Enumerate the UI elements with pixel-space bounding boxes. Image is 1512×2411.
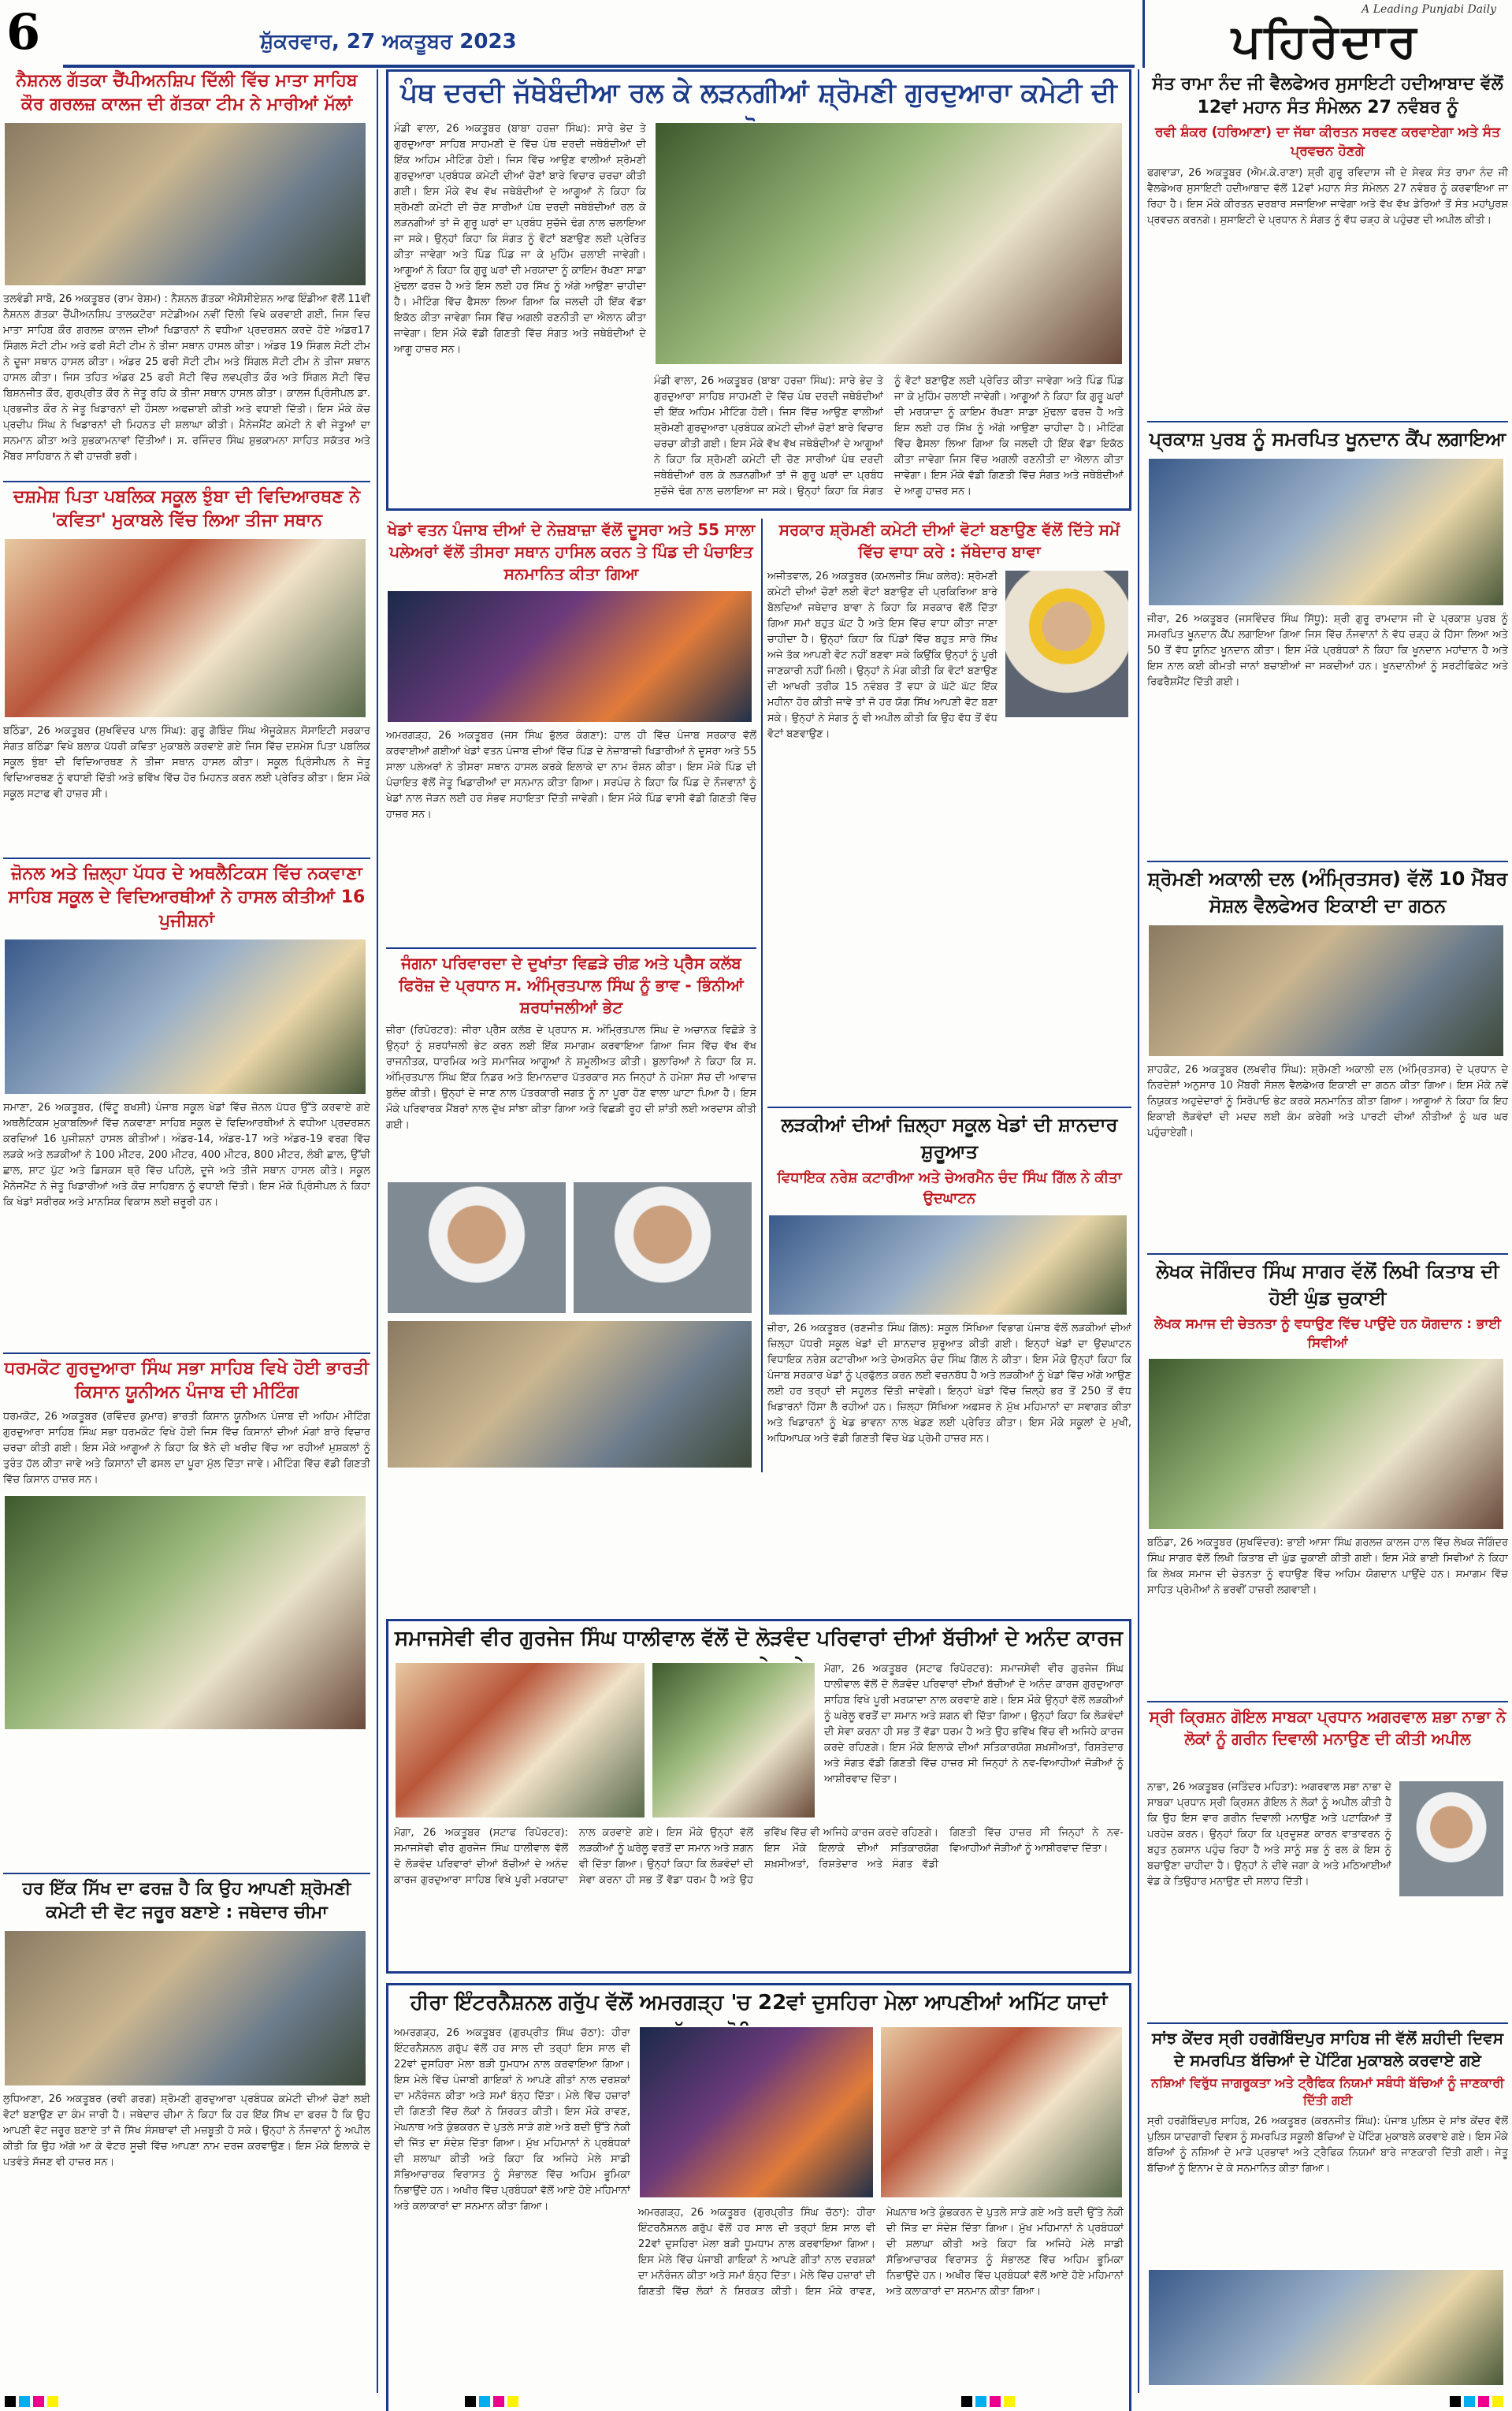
photo-tribute-2 bbox=[572, 1181, 753, 1315]
article-tribute bbox=[386, 952, 756, 1472]
article-gatka bbox=[3, 69, 370, 479]
divider bbox=[767, 1107, 1131, 1108]
photo-tribute-gathering bbox=[386, 1319, 753, 1469]
article-green-diwali bbox=[1147, 1706, 1508, 2021]
article-akali-unit bbox=[1147, 865, 1508, 1252]
divider bbox=[1147, 861, 1508, 862]
headline: ਸਾਂਝ ਕੇਂਦਰ ਸ੍ਰੀ ਹਰਗੋਬਿੰਦਪੁਰ ਸਾਹਿਬ ਜੀ ਵੱਲੋਂ ਸ਼ਹੀਦੀ ਦਿਵਸ ਦੇ ਸਮਰਪਿਤ ਬੱਚਿਆਂ ਦੇ ਪੇਂਟਿੰਗ ਮੁਕਾਬਲੇ ਕਰਵਾਏ ਗਏ bbox=[1151, 2029, 1504, 2070]
column-rule bbox=[761, 519, 763, 1472]
column-rule bbox=[1138, 69, 1139, 2393]
article-body: ਬਠਿੰਡਾ, 26 ਅਕਤੂਬਰ (ਸੁਖਵਿੰਦਰ ਪਾਲ ਸਿੰਘ): ਗੁਰੂ ਗੋਬਿੰਦ ਸਿੰਘ ਐਜੂਕੇਸ਼ਨ ਸੋਸਾਇਟੀ ਸਰਕਾਰ ਸੰਗਤ ਬਠਿੰਡਾ ਵਿਖੇ ਬਲਾਕ ਪੱਧਰੀ ਕਵਿਤਾ ਮੁਕਾਬਲੇ ਕਰਵਾਏ ਗਏ ਜਿਸ ਵਿੱਚ ਦਸ਼ਮੇਸ਼ ਪਿਤਾ ਪਬਲਿਕ ਸਕੂਲ ਝੁੰਬਾ ਦੀ ਵਿਦਿਆਰਥਣ ਨੇ ਤੀਜਾ ਸਥਾਨ ਹਾਸਲ ਕੀਤਾ। ਸਕੂਲ ਪ੍ਰਿੰਸੀਪਲ ਨੇ ਜੇਤੂ ਵਿਦਿਆਰਥਣ ਨੂੰ ਵਧਾਈ ਦਿੱਤੀ ਅਤੇ ਭਵਿੱਖ ਵਿੱਚ ਹੋਰ ਮਿਹਨਤ ਕਰਨ ਲਈ ਪ੍ਰੇਰਿਤ ਕੀਤਾ। ਇਸ ਮੌਕੇ ਸਕੂਲ ਸਟਾਫ ਵੀ ਹਾਜ਼ਰ ਸੀ। bbox=[3, 725, 370, 800]
article-body: ਬਠਿੰਡਾ, 26 ਅਕਤੂਬਰ (ਸੁਖਵਿੰਦਰ): ਭਾਈ ਆਸਾ ਸਿੰਘ ਗਰਲਜ਼ ਕਾਲਜ ਹਾਲ ਵਿੱਚ ਲੇਖਕ ਜੋਗਿੰਦਰ ਸਿੰਘ ਸਾਗਰ ਵੱਲੋਂ ਲਿਖੀ ਕਿਤਾਬ ਦੀ ਘੁੰਡ ਚੁਕਾਈ ਕੀਤੀ ਗਈ। ਇਸ ਮੌਕੇ ਭਾਈ ਸਿਵੀਆਂ ਨੇ ਕਿਹਾ ਕਿ ਲੇਖਕ ਸਮਾਜ ਦੀ ਚੇਤਨਤਾ ਨੂੰ ਵਧਾਉਣ ਵਿੱਚ ਅਹਿਮ ਯੋਗਦਾਨ ਪਾਉਂਦੇ ਹਨ। ਸਮਾਗਮ ਵਿੱਚ ਸਾਹਿਤ ਪ੍ਰੇਮੀਆਂ ਨੇ ਭਰਵੀਂ ਹਾਜ਼ਰੀ ਲਗਵਾਈ। bbox=[1147, 1537, 1508, 1596]
subheadline: ਲੇਖਕ ਸਮਾਜ ਦੀ ਚੇਤਨਤਾ ਨੂੰ ਵਧਾਉਣ ਵਿੱਚ ਪਾਉਂਦੇ ਹਨ ਯੋਗਦਾਨ : ਭਾਈ ਸਿਵੀਆਂ bbox=[1154, 1316, 1502, 1351]
registration-mark bbox=[990, 2396, 1001, 2407]
headline: ਸਰਕਾਰ ਸ਼੍ਰੋਮਣੀ ਕਮੇਟੀ ਦੀਆਂ ਵੋਟਾਂ ਬਣਾਉਣ ਵੱਲੋਂ ਦਿੱਤੇ ਸਮੇਂ ਵਿੱਚ ਵਾਧਾ ਕਰੇ : ਜੱਥੇਦਾਰ ਬਾਵਾ bbox=[778, 520, 1120, 561]
registration-mark bbox=[465, 2396, 476, 2407]
headline: ਹਰ ਇੱਕ ਸਿੱਖ ਦਾ ਫਰਜ਼ ਹੈ ਕਿ ਉਹ ਆਪਣੀ ਸ਼੍ਰੋਮਣੀ ਕਮੇਟੀ ਦੀ ਵੋਟ ਜਰੂਰ ਬਣਾਏ : ਜਥੇਦਾਰ ਚੀਮਾ bbox=[22, 1879, 351, 1922]
photo-gatka-team bbox=[3, 121, 367, 287]
article-dussehra-mela bbox=[394, 1988, 1124, 2411]
headline: ਹੀਰਾ ਇੰਟਰਨੈਸ਼ਨਲ ਗਰੁੱਪ ਵੱਲੋਂ ਅਮਰਗੜ੍ਹ 'ਚ 22ਵਾਂ ਦੁਸਹਿਰਾ ਮੇਲਾ ਆਪਣੀਆਂ ਅਮਿੱਟ ਯਾਦਾਂ bbox=[410, 1991, 1108, 2015]
divider bbox=[3, 1352, 370, 1354]
photo-wedding-1 bbox=[394, 1661, 646, 1819]
divider bbox=[3, 858, 370, 859]
photo-school-games bbox=[767, 1214, 1128, 1316]
masthead-title: ਪਹਿਰੇਦਾਰ bbox=[1232, 14, 1420, 68]
registration-mark bbox=[493, 2396, 504, 2407]
article-painting-contest bbox=[1147, 2027, 1508, 2411]
divider bbox=[1147, 1253, 1508, 1255]
article-anand-karaj bbox=[394, 1624, 1124, 1969]
header-rule bbox=[63, 65, 1135, 68]
article-sports-honour bbox=[386, 519, 756, 944]
article-body: ਧਰਮਕੋਟ, 26 ਅਕਤੂਬਰ (ਰਵਿੰਦਰ ਕੁਮਾਰ) ਭਾਰਤੀ ਕਿਸਾਨ ਯੂਨੀਅਨ ਪੰਜਾਬ ਦੀ ਅਹਿਮ ਮੀਟਿੰਗ ਗੁਰਦੁਆਰਾ ਸਾਹਿਬ ਸਿੰਘ ਸਭਾ ਧਰਮਕੋਟ ਵਿਖੇ ਹੋਈ ਜਿਸ ਵਿੱਚ ਕਿਸਾਨਾਂ ਦੀਆਂ ਮੰਗਾਂ ਬਾਰੇ ਵਿਚਾਰ ਚਰਚਾ ਕੀਤੀ ਗਈ। ਇਸ ਮੌਕੇ ਆਗੂਆਂ ਨੇ ਕਿਹਾ ਕਿ ਝੋਨੇ ਦੀ ਖਰੀਦ ਵਿੱਚ ਆ ਰਹੀਆਂ ਮੁਸ਼ਕਲਾਂ ਨੂੰ ਤੁਰੰਤ ਹੱਲ ਕੀਤਾ ਜਾਵੇ ਅਤੇ ਕਿਸਾਨਾਂ ਦੀ ਫਸਲ ਦਾ ਪੂਰਾ ਮੁੱਲ ਦਿੱਤਾ ਜਾਵੇ। ਮੀਟਿੰਗ ਵਿੱਚ ਵੱਡੀ ਗਿਣਤੀ ਵਿੱਚ ਕਿਸਾਨ ਹਾਜ਼ਰ ਸਨ। bbox=[3, 1411, 370, 1486]
divider bbox=[1147, 1701, 1508, 1702]
headline: ਸ਼੍ਰੋਮਣੀ ਅਕਾਲੀ ਦਲ (ਅੰਮ੍ਰਿਤਸਰ) ਵੱਲੋਂ 10 ਮੈਂਬਰ ਸੋਸ਼ਲ ਵੈਲਫੇਅਰ ਇਕਾਈ ਦਾ ਗਠਨ bbox=[1147, 868, 1508, 917]
photo-wedding-2 bbox=[651, 1661, 816, 1819]
registration-mark bbox=[479, 2396, 490, 2407]
subheadline: ਨਸ਼ਿਆਂ ਵਿਰੁੱਧ ਜਾਗਰੂਕਤਾ ਅਤੇ ਟ੍ਰੈਫਿਕ ਨਿਯਮਾਂ ਸਬੰਧੀ ਬੱਚਿਆਂ ਨੂੰ ਜਾਣਕਾਰੀ ਦਿੱਤੀ ਗਈ bbox=[1151, 2075, 1504, 2108]
registration-mark bbox=[1464, 2396, 1475, 2407]
photo-mela-stage bbox=[638, 2026, 875, 2199]
photo-akali-unit bbox=[1147, 924, 1505, 1058]
article-girls-school-games bbox=[767, 1111, 1131, 1616]
article-body: ਫਗਵਾੜਾ, 26 ਅਕਤੂਬਰ (ਐਮ.ਕੇ.ਰਾਣਾ) ਸ਼੍ਰੀ ਗੁਰੂ ਰਵਿਦਾਸ ਜੀ ਦੇ ਸੇਵਕ ਸੰਤ ਰਾਮਾ ਨੰਦ ਜੀ ਵੈਲਫੇਅਰ ਸੁਸਾਇਟੀ ਹਦੀਆਬਾਦ ਵੱਲੋਂ 12ਵਾਂ ਮਹਾਨ ਸੰਤ ਸੰਮੇਲਨ 27 ਨਵੰਬਰ ਨੂੰ ਕਰਵਾਇਆ ਜਾ ਰਿਹਾ ਹੈ। ਇਸ ਮੌਕੇ ਕੀਰਤਨ ਦਰਬਾਰ ਸਜਾਇਆ ਜਾਵੇਗਾ ਅਤੇ ਵੱਖ ਵੱਖ ਡੇਰਿਆਂ ਤੋਂ ਸੰਤ ਮਹਾਂਪੁਰਸ਼ ਪ੍ਰਵਚਨ ਕਰਨਗੇ। ਸੁਸਾਇਟੀ ਦੇ ਪ੍ਰਧਾਨ ਨੇ ਸੰਗਤ ਨੂੰ ਵੱਧ ਚੜ੍ਹ ਕੇ ਪਹੁੰਚਣ ਦੀ ਅਪੀਲ ਕੀਤੀ। bbox=[1147, 167, 1508, 226]
registration-mark bbox=[1478, 2396, 1489, 2407]
headline: ਸਮਾਜਸੇਵੀ ਵੀਰ ਗੁਰਜੇਜ ਸਿੰਘ ਧਾਲੀਵਾਲ ਵੱਲੋਂ ਦੋ ਲੋੜਵੰਦ ਪਰਿਵਾਰਾਂ ਦੀਆਂ ਬੱਚੀਆਂ ਦੇ ਅਨੰਦ ਕਾਰਜ bbox=[394, 1627, 1124, 1650]
registration-mark bbox=[19, 2396, 30, 2407]
headline: ਪ੍ਰਕਾਸ਼ ਪੁਰਬ ਨੂੰ ਸਮਰਪਿਤ ਖੂਨਦਾਨ ਕੈਂਪ ਲਗਾਇਆ bbox=[1149, 428, 1506, 450]
lead-body: ਮੰਡੀ ਵਾਲਾ, 26 ਅਕਤੂਬਰ (ਬਾਬਾ ਹਰਜ਼ਾ ਸਿੰਘ): ਸਾਰੇ ਭੇਦ ਤੇ ਗੁਰਦੁਆਰਾ ਸਾਹਿਬ ਸਾਹਮਣੀ ਦੇ ਵਿੱਚ ਪੰਥ ਦਰਦੀ ਜਥੇਬੰਦੀਆਂ ਦੀ ਇੱਕ ਅਹਿਮ ਮੀਟਿੰਗ ਹੋਈ। ਜਿਸ ਵਿੱਚ ਆਉਣ ਵਾਲੀਆਂ ਸ਼੍ਰੋਮਣੀ ਗੁਰਦੁਆਰਾ ਪ੍ਰਬੰਧਕ ਕਮੇਟੀ ਦੀਆਂ ਚੋਣਾਂ ਬਾਰੇ ਵਿਚਾਰ ਚਰਚਾ ਕੀਤੀ ਗਈ। ਇਸ ਮੌਕੇ ਵੱਖ ਵੱਖ ਜਥੇਬੰਦੀਆਂ ਦੇ ਆਗੂਆਂ ਨੇ ਕਿਹਾ ਕਿ ਸ਼੍ਰੋਮਣੀ ਕਮੇਟੀ ਦੀ ਚੋਣ ਸਾਰੀਆਂ ਪੰਥ ਦਰਦੀ ਜਥੇਬੰਦੀਆਂ ਰਲ ਕੇ ਲੜਨਗੀਆਂ ਤਾਂ ਜੋ ਗੁਰੂ ਘਰਾਂ ਦਾ ਪ੍ਰਬੰਧ ਸੁਚੱਜੇ ਢੰਗ ਨਾਲ ਚਲਾਇਆ ਜਾ ਸਕੇ। ਉਨ੍ਹਾਂ ਕਿਹਾ ਕਿ ਸੰਗਤ ਨੂੰ ਵੋਟਾਂ ਬਣਾਉਣ ਲਈ ਪ੍ਰੇਰਿਤ ਕੀਤਾ ਜਾਵੇਗਾ ਅਤੇ ਪਿੰਡ ਪਿੰਡ ਜਾ ਕੇ ਮੁਹਿੰਮ ਚਲਾਈ ਜਾਵੇਗੀ। ਆਗੂਆਂ ਨੇ ਕਿਹਾ ਕਿ ਗੁਰੂ ਘਰਾਂ ਦੀ ਮਰਯਾਦਾ ਨੂੰ ਕਾਇਮ ਰੱਖਣਾ ਸਾਡਾ ਮੁੱਢਲਾ ਫਰਜ਼ ਹੈ ਅਤੇ ਇਸ ਲਈ ਹਰ ਸਿੱਖ ਨੂੰ ਅੱਗੇ ਆਉਣਾ ਚਾਹੀਦਾ ਹੈ। ਮੀਟਿੰਗ ਵਿੱਚ ਫੈਸਲਾ ਲਿਆ ਗਿਆ ਕਿ ਜਲਦੀ ਹੀ ਇੱਕ ਵੱਡਾ ਇਕੱਠ ਕੀਤਾ ਜਾਵੇਗਾ ਜਿਸ ਵਿੱਚ ਅਗਲੀ ਰਣਨੀਤੀ ਦਾ ਐਲਾਨ ਕੀਤਾ ਜਾਵੇਗਾ। ਇਸ ਮੌਕੇ ਵੱਡੀ ਗਿਣਤੀ ਵਿੱਚ ਸੰਗਤ ਅਤੇ ਜਥੇਬੰਦੀਆਂ ਦੇ ਆਗੂ ਹਾਜ਼ਰ ਸਨ। bbox=[394, 123, 646, 355]
photo-students-award bbox=[3, 538, 367, 719]
issue-date: ਸ਼ੁੱਕਰਵਾਰ, 27 ਅਕਤੂਬਰ 2023 bbox=[260, 30, 517, 54]
article-body: ਸ੍ਰੀ ਹਰਗੋਬਿੰਦਪੁਰ ਸਾਹਿਬ, 26 ਅਕਤੂਬਰ (ਕਰਨਜੀਤ ਸਿੰਘ): ਪੰਜਾਬ ਪੁਲਿਸ ਦੇ ਸਾਂਝ ਕੇਂਦਰ ਵੱਲੋਂ ਪੁਲਿਸ ਯਾਦਗਾਰੀ ਦਿਵਸ ਨੂੰ ਸਮਰਪਿਤ ਸਕੂਲੀ ਬੱਚਿਆਂ ਦੇ ਪੇਂਟਿੰਗ ਮੁਕਾਬਲੇ ਕਰਵਾਏ ਗਏ। ਇਸ ਮੌਕੇ ਬੱਚਿਆਂ ਨੂੰ ਨਸ਼ਿਆਂ ਦੇ ਮਾੜੇ ਪ੍ਰਭਾਵਾਂ ਅਤੇ ਟ੍ਰੈਫਿਕ ਨਿਯਮਾਂ ਬਾਰੇ ਜਾਣਕਾਰੀ ਦਿੱਤੀ ਗਈ। ਜੇਤੂ ਬੱਚਿਆਂ ਨੂੰ ਇਨਾਮ ਦੇ ਕੇ ਸਨਮਾਨਿਤ ਕੀਤਾ ਗਿਆ। bbox=[1147, 2115, 1508, 2175]
registration-mark bbox=[961, 2396, 972, 2407]
subheadline: ਵਿਧਾਇਕ ਨਰੇਸ਼ ਕਟਾਰੀਆ ਅਤੇ ਚੇਅਰਮੈਨ ਚੰਦ ਸਿੰਘ ਗਿੱਲ ਨੇ ਕੀਤਾ ਉਦਘਾਟਨ bbox=[777, 1170, 1122, 1207]
registration-mark bbox=[507, 2396, 518, 2407]
photo-krishan-goyal bbox=[1398, 1780, 1505, 1898]
article-athletics bbox=[3, 862, 370, 1351]
article-body: ਨਾਭਾ, 26 ਅਕਤੂਬਰ (ਜਤਿੰਦਰ ਮਹਿਤਾ): ਅਗਰਵਾਲ ਸਭਾ ਨਾਭਾ ਦੇ ਸਾਬਕਾ ਪ੍ਰਧਾਨ ਸ੍ਰੀ ਕ੍ਰਿਸ਼ਨ ਗੋਇਲ ਨੇ ਲੋਕਾਂ ਨੂੰ ਅਪੀਲ ਕੀਤੀ ਹੈ ਕਿ ਉਹ ਇਸ ਵਾਰ ਗਰੀਨ ਦਿਵਾਲੀ ਮਨਾਉਣ ਅਤੇ ਪਟਾਕਿਆਂ ਤੋਂ ਪਰਹੇਜ਼ ਕਰਨ। ਉਨ੍ਹਾਂ ਕਿਹਾ ਕਿ ਪ੍ਰਦੂਸ਼ਣ ਕਾਰਨ ਵਾਤਾਵਰਨ ਨੂੰ ਬਹੁਤ ਨੁਕਸਾਨ ਪਹੁੰਚ ਰਿਹਾ ਹੈ ਅਤੇ ਸਾਨੂੰ ਸਭ ਨੂੰ ਰਲ ਕੇ ਇਸ ਨੂੰ ਬਚਾਉਣਾ ਚਾਹੀਦਾ ਹੈ। ਉਨ੍ਹਾਂ ਨੇ ਦੀਵੇ ਜਗਾ ਕੇ ਅਤੇ ਮਠਿਆਈਆਂ ਵੰਡ ਕੇ ਤਿਉਹਾਰ ਮਨਾਉਣ ਦੀ ਸਲਾਹ ਦਿੱਤੀ। bbox=[1147, 1781, 1391, 1888]
footer-bar bbox=[0, 2394, 1512, 2411]
photo-athletes bbox=[3, 938, 367, 1096]
article-body: ਜ਼ੀਰਾ (ਰਿਪੋਰਟਰ): ਜੀਰਾ ਪ੍ਰੈਸ ਕਲੱਬ ਦੇ ਪ੍ਰਧਾਨ ਸ. ਅੰਮ੍ਰਿਤਪਾਲ ਸਿੰਘ ਦੇ ਅਚਾਨਕ ਵਿਛੋੜੇ ਤੇ ਉਨ੍ਹਾਂ ਨੂੰ ਸ਼ਰਧਾਂਜਲੀ ਭੇਟ ਕਰਨ ਲਈ ਇੱਕ ਸਮਾਗਮ ਕਰਵਾਇਆ ਗਿਆ ਜਿਸ ਵਿੱਚ ਵੱਖ ਵੱਖ ਰਾਜਨੀਤਕ, ਧਾਰਮਿਕ ਅਤੇ ਸਮਾਜਿਕ ਆਗੂਆਂ ਨੇ ਸ਼ਮੂਲੀਅਤ ਕੀਤੀ। ਬੁਲਾਰਿਆਂ ਨੇ ਕਿਹਾ ਕਿ ਸ. ਅੰਮ੍ਰਿਤਪਾਲ ਸਿੰਘ ਇੱਕ ਨਿਡਰ ਅਤੇ ਇਮਾਨਦਾਰ ਪੱਤਰਕਾਰ ਸਨ ਜਿਨ੍ਹਾਂ ਨੇ ਹਮੇਸ਼ਾ ਸੱਚ ਦੀ ਆਵਾਜ਼ ਬੁਲੰਦ ਕੀਤੀ। ਉਨ੍ਹਾਂ ਦੇ ਜਾਣ ਨਾਲ ਪੱਤਰਕਾਰੀ ਜਗਤ ਨੂੰ ਨਾ ਪੂਰਾ ਹੋਣ ਵਾਲਾ ਘਾਟਾ ਪਿਆ ਹੈ। ਇਸ ਮੌਕੇ ਪਰਿਵਾਰਕ ਮੈਂਬਰਾਂ ਨਾਲ ਦੁੱਖ ਸਾਂਝਾ ਕੀਤਾ ਗਿਆ ਅਤੇ ਵਿਛੜੀ ਰੂਹ ਦੀ ਸ਼ਾਂਤੀ ਲਈ ਅਰਦਾਸ ਕੀਤੀ ਗਈ। bbox=[386, 1025, 756, 1131]
article-body: ਅਮਰਗੜ੍ਹ, 26 ਅਕਤੂਬਰ (ਜਸ ਸਿੰਘ ਭੁੱਲਰ ਕੰਗਣਾ): ਹਾਲ ਹੀ ਵਿੱਚ ਪੰਜਾਬ ਸਰਕਾਰ ਵੱਲੋਂ ਕਰਵਾਈਆਂ ਗਈਆਂ ਖੇਡਾਂ ਵਤਨ ਪੰਜਾਬ ਦੀਆਂ ਵਿੱਚ ਪਿੰਡ ਦੇ ਨੇਜ਼ਾਬਾਜ਼ੀ ਖਿਡਾਰੀਆਂ ਨੇ ਦੂਸਰਾ ਅਤੇ 55 ਸਾਲਾ ਪਲੇਅਰਾਂ ਨੇ ਤੀਸਰਾ ਸਥਾਨ ਹਾਸਲ ਕਰਕੇ ਇਲਾਕੇ ਦਾ ਨਾਮ ਰੌਸ਼ਨ ਕੀਤਾ। ਇਸ ਮੌਕੇ ਪਿੰਡ ਦੀ ਪੰਚਾਇਤ ਵੱਲੋਂ ਜੇਤੂ ਖਿਡਾਰੀਆਂ ਦਾ ਸਨਮਾਨ ਕੀਤਾ ਗਿਆ। ਸਰਪੰਚ ਨੇ ਕਿਹਾ ਕਿ ਪਿੰਡ ਦੇ ਨੌਜਵਾਨਾਂ ਨੂੰ ਖੇਡਾਂ ਨਾਲ ਜੋੜਨ ਲਈ ਹਰ ਸੰਭਵ ਸਹਾਇਤਾ ਦਿੱਤੀ ਜਾਵੇਗੀ। ਇਸ ਮੌਕੇ ਪਿੰਡ ਵਾਸੀ ਵੱਡੀ ਗਿਣਤੀ ਵਿੱਚ ਹਾਜ਼ਰ ਸਨ। bbox=[386, 730, 756, 820]
article-body-cont: ਮੋਗਾ, 26 ਅਕਤੂਬਰ (ਸਟਾਫ ਰਿਪੋਰਟਰ): ਸਮਾਜਸੇਵੀ ਵੀਰ ਗੁਰਜੇਜ ਸਿੰਘ ਧਾਲੀਵਾਲ ਵੱਲੋਂ ਦੋ ਲੋੜਵੰਦ ਪਰਿਵਾਰਾਂ ਦੀਆਂ ਬੱਚੀਆਂ ਦੇ ਅਨੰਦ ਕਾਰਜ ਗੁਰਦੁਆਰਾ ਸਾਹਿਬ ਵਿਖੇ ਪੂਰੀ ਮਰਯਾਦਾ ਨਾਲ ਕਰਵਾਏ ਗਏ। ਇਸ ਮੌਕੇ ਉਨ੍ਹਾਂ ਵੱਲੋਂ ਲੜਕੀਆਂ ਨੂੰ ਘਰੇਲੂ ਵਰਤੋਂ ਦਾ ਸਮਾਨ ਅਤੇ ਸ਼ਗਨ ਵੀ ਦਿੱਤਾ ਗਿਆ। ਉਨ੍ਹਾਂ ਕਿਹਾ ਕਿ ਲੋੜਵੰਦਾਂ ਦੀ ਸੇਵਾ ਕਰਨਾ ਹੀ ਸਭ ਤੋਂ ਵੱਡਾ ਧਰਮ ਹੈ ਅਤੇ ਉਹ ਭਵਿੱਖ ਵਿੱਚ ਵੀ ਅਜਿਹੇ ਕਾਰਜ ਕਰਦੇ ਰਹਿਣਗੇ। ਇਸ ਮੌਕੇ ਇਲਾਕੇ ਦੀਆਂ ਸਤਿਕਾਰਯੋਗ ਸ਼ਖ਼ਸੀਅਤਾਂ, ਰਿਸ਼ਤੇਦਾਰ ਅਤੇ ਸੰਗਤ ਵੱਡੀ ਗਿਣਤੀ ਵਿੱਚ ਹਾਜ਼ਰ ਸੀ ਜਿਨ੍ਹਾਂ ਨੇ ਨਵ-ਵਿਆਹੀਆਂ ਜੋੜੀਆਂ ਨੂੰ ਆਸ਼ੀਰਵਾਦ ਦਿੱਤਾ। bbox=[394, 1827, 1124, 1886]
masthead-tagline: A Leading Punjabi Daily bbox=[1362, 3, 1496, 16]
masthead bbox=[1142, 0, 1512, 68]
photo-mela-singer bbox=[879, 2026, 1124, 2199]
headline: ਜੰਗਨਾ ਪਰਿਵਾਰਦਾ ਦੇ ਦੁਖਾਂਤਾ ਵਿਛੜੇ ਚੀਫ਼ ਅਤੇ ਪ੍ਰੈਸ ਕਲੱਬ ਫਿਰੋਜ਼ ਦੇ ਪ੍ਰਧਾਨ ਸ. ਅੰਮ੍ਰਿਤਪਾਲ ਸਿੰਘ ਨੂੰ ਭਾਵ - ਭਿੰਨੀਆਂ ਸ਼ਰਧਾਂਜਲੀਆਂ ਭੇਟ bbox=[399, 954, 744, 1017]
photo-lead-meeting bbox=[654, 121, 1124, 366]
article-sant-sammelan bbox=[1147, 73, 1508, 419]
headline: ਲੜਕੀਆਂ ਦੀਆਂ ਜ਼ਿਲ੍ਹਾ ਸਕੂਲ ਖੇਡਾਂ ਦੀ ਸ਼ਾਨਦਾਰ ਸ਼ੁਰੂਆਤ bbox=[781, 1114, 1118, 1163]
registration-mark bbox=[47, 2396, 58, 2407]
registration-mark bbox=[1450, 2396, 1461, 2407]
headline: ਖੇਡਾਂ ਵਤਨ ਪੰਜਾਬ ਦੀਆਂ ਦੇ ਨੇਜ਼ਬਾਜ਼ਾ ਵੱਲੋਂ ਦੂਸਰਾ ਅਤੇ 55 ਸਾਲਾ ਪਲੇਅਰਾਂ ਵੱਲੋਂ ਤੀਸਰਾ ਸਥਾਨ ਹਾਸਿਲ ਕਰਨ ਤੇ ਪਿੰਡ ਦੀ ਪੰਚਾਇਤ ਸਨਮਾਨਿਤ ਕੀਤਾ ਗਿਆ bbox=[387, 520, 756, 583]
article-body: ਅਮਰਗੜ੍ਹ, 26 ਅਕਤੂਬਰ (ਗੁਰਪ੍ਰੀਤ ਸਿੰਘ ਚੱਠਾ): ਹੀਰਾ ਇੰਟਰਨੈਸ਼ਨਲ ਗਰੁੱਪ ਵੱਲੋਂ ਹਰ ਸਾਲ ਦੀ ਤਰ੍ਹਾਂ ਇਸ ਸਾਲ ਵੀ 22ਵਾਂ ਦੁਸਹਿਰਾ ਮੇਲਾ ਬੜੀ ਧੂਮਧਾਮ ਨਾਲ ਕਰਵਾਇਆ ਗਿਆ। ਇਸ ਮੇਲੇ ਵਿੱਚ ਪੰਜਾਬੀ ਗਾਇਕਾਂ ਨੇ ਆਪਣੇ ਗੀਤਾਂ ਨਾਲ ਦਰਸ਼ਕਾਂ ਦਾ ਮਨੋਰੰਜਨ ਕੀਤਾ ਅਤੇ ਸਮਾਂ ਬੰਨ੍ਹ ਦਿੱਤਾ। ਮੇਲੇ ਵਿੱਚ ਹਜ਼ਾਰਾਂ ਦੀ ਗਿਣਤੀ ਵਿੱਚ ਲੋਕਾਂ ਨੇ ਸ਼ਿਰਕਤ ਕੀਤੀ। ਇਸ ਮੌਕੇ ਰਾਵਣ, ਮੇਘਨਾਥ ਅਤੇ ਕੁੰਭਕਰਨ ਦੇ ਪੁਤਲੇ ਸਾੜੇ ਗਏ ਅਤੇ ਬਦੀ ਉੱਤੇ ਨੇਕੀ ਦੀ ਜਿੱਤ ਦਾ ਸੰਦੇਸ਼ ਦਿੱਤਾ ਗਿਆ। ਮੁੱਖ ਮਹਿਮਾਨਾਂ ਨੇ ਪ੍ਰਬੰਧਕਾਂ ਦੀ ਸ਼ਲਾਘਾ ਕੀਤੀ ਅਤੇ ਕਿਹਾ ਕਿ ਅਜਿਹੇ ਮੇਲੇ ਸਾਡੀ ਸੱਭਿਆਚਾਰਕ ਵਿਰਾਸਤ ਨੂੰ ਸੰਭਾਲਣ ਵਿੱਚ ਅਹਿਮ ਭੂਮਿਕਾ ਨਿਭਾਉਂਦੇ ਹਨ। ਅਖੀਰ ਵਿੱਚ ਪ੍ਰਬੰਧਕਾਂ ਵੱਲੋਂ ਆਏ ਹੋਏ ਮਹਿਮਾਨਾਂ ਅਤੇ ਕਲਾਕਾਰਾਂ ਦਾ ਸਨਮਾਨ ਕੀਤਾ ਗਿਆ। bbox=[394, 2027, 630, 2212]
subheadline: ਰਵੀ ਸ਼ੰਕਰ (ਹਰਿਆਣਾ) ਦਾ ਜੱਥਾ ਕੀਰਤਨ ਸਰਵਣ ਕਰਵਾਏਗਾ ਅਤੇ ਸੰਤ ਪ੍ਰਵਚਨ ਹੋਣਗੇ bbox=[1155, 125, 1500, 159]
registration-mark bbox=[5, 2396, 16, 2407]
divider bbox=[1147, 2022, 1508, 2024]
article-book-release bbox=[1147, 1258, 1508, 1699]
headline: ਧਰਮਕੋਟ ਗੁਰਦੁਆਰਾ ਸਿੰਘ ਸਭਾ ਸਾਹਿਬ ਵਿਖੇ ਹੋਈ ਭਾਰਤੀ ਕਿਸਾਨ ਯੂਨੀਅਨ ਪੰਜਾਬ ਦੀ ਮੀਟਿੰਗ bbox=[4, 1359, 370, 1402]
divider bbox=[386, 947, 756, 949]
photo-farmers bbox=[3, 1494, 367, 1731]
article-body: ਸਮਾਣਾ, 26 ਅਕਤੂਬਰ, (ਵਿੰਟੂ ਬਖਸ਼ੀ) ਪੰਜਾਬ ਸਕੂਲ ਖੇਡਾਂ ਵਿੱਚ ਜ਼ੋਨਲ ਪੱਧਰ ਉੱਤੇ ਕਰਵਾਏ ਗਏ ਅਥਲੈਟਿਕਸ ਮੁਕਾਬਲਿਆਂ ਵਿੱਚ ਨਕਵਾਣਾ ਸਾਹਿਬ ਸਕੂਲ ਦੇ ਵਿਦਿਆਰਥੀਆਂ ਨੇ ਵਧੀਆ ਪ੍ਰਦਰਸ਼ਨ ਕਰਦਿਆਂ 16 ਪੁਜੀਸ਼ਨਾਂ ਹਾਸਲ ਕੀਤੀਆਂ। ਅੰਡਰ-14, ਅੰਡਰ-17 ਅਤੇ ਅੰਡਰ-19 ਵਰਗ ਵਿੱਚ ਲੜਕੇ ਅਤੇ ਲੜਕੀਆਂ ਨੇ 100 ਮੀਟਰ, 200 ਮੀਟਰ, 400 ਮੀਟਰ, 800 ਮੀਟਰ, ਲੰਬੀ ਛਾਲ, ਉੱਚੀ ਛਾਲ, ਸ਼ਾਟ ਪੁੱਟ ਅਤੇ ਡਿਸਕਸ ਥ੍ਰੋ ਵਿੱਚ ਪਹਿਲੇ, ਦੂਜੇ ਅਤੇ ਤੀਜੇ ਸਥਾਨ ਹਾਸਲ ਕੀਤੇ। ਸਕੂਲ ਮੈਨੇਜਮੈਂਟ ਨੇ ਜੇਤੂ ਖਿਡਾਰੀਆਂ ਅਤੇ ਕੋਚ ਸਾਹਿਬਾਨ ਨੂੰ ਵਧਾਈ ਦਿੱਤੀ। ਇਸ ਮੌਕੇ ਪ੍ਰਿੰਸੀਪਲ ਨੇ ਕਿਹਾ ਕਿ ਖੇਡਾਂ ਸਰੀਰਕ ਅਤੇ ਮਾਨਸਿਕ ਵਿਕਾਸ ਲਈ ਜ਼ਰੂਰੀ ਹਨ। bbox=[3, 1102, 370, 1208]
article-body: ਜ਼ੀਰਾ, 26 ਅਕਤੂਬਰ (ਰਣਜੀਤ ਸਿੰਘ ਗਿੱਲ): ਸਕੂਲ ਸਿੱਖਿਆ ਵਿਭਾਗ ਪੰਜਾਬ ਵੱਲੋਂ ਲੜਕੀਆਂ ਦੀਆਂ ਜ਼ਿਲ੍ਹਾ ਪੱਧਰੀ ਸਕੂਲ ਖੇਡਾਂ ਦੀ ਸ਼ਾਨਦਾਰ ਸ਼ੁਰੂਆਤ ਕੀਤੀ ਗਈ। ਇਨ੍ਹਾਂ ਖੇਡਾਂ ਦਾ ਉਦਘਾਟਨ ਵਿਧਾਇਕ ਨਰੇਸ਼ ਕਟਾਰੀਆ ਅਤੇ ਚੇਅਰਮੈਨ ਚੰਦ ਸਿੰਘ ਗਿੱਲ ਨੇ ਕੀਤਾ। ਇਸ ਮੌਕੇ ਉਨ੍ਹਾਂ ਕਿਹਾ ਕਿ ਪੰਜਾਬ ਸਰਕਾਰ ਖੇਡਾਂ ਨੂੰ ਪ੍ਰਫੁੱਲਤ ਕਰਨ ਲਈ ਵਚਨਬੱਧ ਹੈ ਅਤੇ ਲੜਕੀਆਂ ਨੂੰ ਖੇਡਾਂ ਵਿੱਚ ਅੱਗੇ ਆਉਣ ਲਈ ਹਰ ਤਰ੍ਹਾਂ ਦੀ ਸਹੂਲਤ ਦਿੱਤੀ ਜਾਵੇਗੀ। ਇਨ੍ਹਾਂ ਖੇਡਾਂ ਵਿੱਚ ਜ਼ਿਲ੍ਹੇ ਭਰ ਤੋਂ 250 ਤੋਂ ਵੱਧ ਖਿਡਾਰਨਾਂ ਹਿੱਸਾ ਲੈ ਰਹੀਆਂ ਹਨ। ਜ਼ਿਲ੍ਹਾ ਸਿੱਖਿਆ ਅਫ਼ਸਰ ਨੇ ਮੁੱਖ ਮਹਿਮਾਨਾਂ ਦਾ ਸਵਾਗਤ ਕੀਤਾ ਅਤੇ ਖਿਡਾਰਨਾਂ ਨੂੰ ਖੇਡ ਭਾਵਨਾ ਨਾਲ ਖੇਡਣ ਲਈ ਪ੍ਰੇਰਿਤ ਕੀਤਾ। ਇਸ ਮੌਕੇ ਸਕੂਲਾਂ ਦੇ ਮੁਖੀ, ਅਧਿਆਪਕ ਅਤੇ ਵੱਡੀ ਗਿਣਤੀ ਵਿੱਚ ਖੇਡ ਪ੍ਰੇਮੀ ਹਾਜ਼ਰ ਸਨ। bbox=[767, 1323, 1131, 1445]
lead-headline: ਪੰਥ ਦਰਦੀ ਜੱਥੇਬੰਦੀਆ ਰਲ ਕੇ ਲੜਨਗੀਆਂ ਸ਼੍ਰੋਮਣੀ ਗੁਰਦੁਆਰਾ ਕਮੇਟੀ ਦੀ bbox=[400, 77, 1117, 109]
registration-mark bbox=[33, 2396, 44, 2407]
page-number: 6 bbox=[6, 3, 41, 61]
page-header bbox=[0, 0, 1512, 68]
article-body: ਲੁਧਿਆਣਾ, 26 ਅਕਤੂਬਰ (ਰਵੀ ਗਰਗ) ਸ਼੍ਰੋਮਣੀ ਗੁਰਦੁਆਰਾ ਪ੍ਰਬੰਧਕ ਕਮੇਟੀ ਦੀਆਂ ਚੋਣਾਂ ਲਈ ਵੋਟਾਂ ਬਣਾਉਣ ਦਾ ਕੰਮ ਜਾਰੀ ਹੈ। ਜਥੇਦਾਰ ਚੀਮਾ ਨੇ ਕਿਹਾ ਕਿ ਹਰ ਇੱਕ ਸਿੱਖ ਦਾ ਫਰਜ਼ ਹੈ ਕਿ ਉਹ ਆਪਣੀ ਵੋਟ ਜਰੂਰ ਬਣਾਏ ਤਾਂ ਜੋ ਸਿੱਖ ਸੰਸਥਾਵਾਂ ਦੀ ਮਜ਼ਬੂਤੀ ਹੋ ਸਕੇ। ਉਨ੍ਹਾਂ ਨੇ ਨੌਜਵਾਨਾਂ ਨੂੰ ਅਪੀਲ ਕੀਤੀ ਕਿ ਉਹ ਅੱਗੇ ਆ ਕੇ ਵੋਟਰ ਸੂਚੀ ਵਿੱਚ ਆਪਣਾ ਨਾਮ ਦਰਜ ਕਰਵਾਉਣ। ਇਸ ਮੌਕੇ ਇਲਾਕੇ ਦੇ ਪਤਵੰਤੇ ਸੱਜਣ ਵੀ ਹਾਜ਼ਰ ਸਨ। bbox=[3, 2093, 370, 2168]
article-poem-contest bbox=[3, 486, 370, 856]
photo-blood-camp bbox=[1147, 457, 1505, 607]
headline: ਲੇਖਕ ਜੋਗਿੰਦਰ ਸਿੰਘ ਸਾਗਰ ਵੱਲੋਂ ਲਿਖੀ ਕਿਤਾਬ ਦੀ ਹੋਈ ਘੁੰਡ ਚੁਕਾਈ bbox=[1156, 1260, 1499, 1309]
headline: ਸ੍ਰੀ ਕ੍ਰਿਸ਼ਨ ਗੋਇਲ ਸਾਬਕਾ ਪ੍ਰਧਾਨ ਅਗਰਵਾਲ ਸ਼ਭਾ ਨਾਭਾ ਨੇ ਲੋਕਾਂ ਨੂੰ ਗਰੀਨ ਦਿਵਾਲੀ ਮਨਾਉਣ ਦੀ ਕੀਤੀ ਅਪੀਲ bbox=[1149, 1707, 1506, 1748]
headline: ਦਸ਼ਮੇਸ਼ ਪਿਤਾ ਪਬਲਿਕ ਸਕੂਲ ਝੁੰਬਾ ਦੀ ਵਿਦਿਆਰਥਣ ਨੇ 'ਕਵਿਤਾ' ਮੁਕਾਬਲੇ ਵਿੱਚ ਲਿਆ ਤੀਜਾ ਸਥਾਨ bbox=[13, 487, 361, 530]
article-body: ਸ਼ਾਹਕੋਟ, 26 ਅਕਤੂਬਰ (ਲਖਵੀਰ ਸਿੰਘ): ਸ਼੍ਰੋਮਣੀ ਅਕਾਲੀ ਦਲ (ਅੰਮ੍ਰਿਤਸਰ) ਦੇ ਪ੍ਰਧਾਨ ਦੇ ਨਿਰਦੇਸ਼ਾਂ ਅਨੁਸਾਰ 10 ਮੈਂਬਰੀ ਸੋਸ਼ਲ ਵੈਲਫੇਅਰ ਇਕਾਈ ਦਾ ਗਠਨ ਕੀਤਾ ਗਿਆ। ਇਸ ਮੌਕੇ ਨਵੇਂ ਨਿਯੁਕਤ ਅਹੁਦੇਦਾਰਾਂ ਨੂੰ ਸਿਰੋਪਾਓ ਭੇਟ ਕਰਕੇ ਸਨਮਾਨਿਤ ਕੀਤਾ ਗਿਆ। ਆਗੂਆਂ ਨੇ ਕਿਹਾ ਕਿ ਇਹ ਇਕਾਈ ਲੋੜਵੰਦਾਂ ਦੀ ਮਦਦ ਲਈ ਕੰਮ ਕਰੇਗੀ ਅਤੇ ਪਾਰਟੀ ਦੀਆਂ ਨੀਤੀਆਂ ਨੂੰ ਘਰ ਘਰ ਪਹੁੰਚਾਏਗੀ। bbox=[1147, 1064, 1508, 1139]
photo-tribute-1 bbox=[386, 1181, 567, 1315]
headline: ਸੰਤ ਰਾਮਾ ਨੰਦ ਜੀ ਵੈਲਫੇਅਰ ਸੁਸਾਇਟੀ ਹਦੀਆਬਾਦ ਵੱਲੋਂ 12ਵਾਂ ਮਹਾਨ ਸੰਤ ਸੰਮੇਲਨ 27 ਨਵੰਬਰ ਨੂੰ bbox=[1152, 74, 1503, 117]
photo-painting-contest bbox=[1147, 2268, 1505, 2387]
divider bbox=[3, 481, 370, 482]
divider bbox=[3, 1873, 370, 1874]
divider bbox=[1147, 421, 1508, 422]
article-body: ਅਜੀਤਵਾਲ, 26 ਅਕਤੂਬਰ (ਕਮਲਜੀਤ ਸਿੰਘ ਕਲੇਰ): ਸ਼੍ਰੋਮਣੀ ਕਮੇਟੀ ਦੀਆਂ ਚੋਣਾਂ ਲਈ ਵੋਟਾਂ ਬਣਾਉਣ ਦੀ ਪ੍ਰਕਿਰਿਆ ਬਾਰੇ ਬੋਲਦਿਆਂ ਜਥੇਦਾਰ ਬਾਵਾ ਨੇ ਕਿਹਾ ਕਿ ਸਰਕਾਰ ਵੱਲੋਂ ਦਿੱਤਾ ਗਿਆ ਸਮਾਂ ਬਹੁਤ ਘੱਟ ਹੈ ਅਤੇ ਇਸ ਵਿੱਚ ਵਾਧਾ ਕੀਤਾ ਜਾਣਾ ਚਾਹੀਦਾ ਹੈ। ਉਨ੍ਹਾਂ ਕਿਹਾ ਕਿ ਪਿੰਡਾਂ ਵਿੱਚ ਬਹੁਤ ਸਾਰੇ ਸਿੱਖ ਅਜੇ ਤੱਕ ਆਪਣੀ ਵੋਟ ਨਹੀਂ ਬਣਵਾ ਸਕੇ ਕਿਉਂਕਿ ਉਨ੍ਹਾਂ ਨੂੰ ਪੂਰੀ ਜਾਣਕਾਰੀ ਨਹੀਂ ਮਿਲੀ। ਉਨ੍ਹਾਂ ਨੇ ਮੰਗ ਕੀਤੀ ਕਿ ਵੋਟਾਂ ਬਣਾਉਣ ਦੀ ਆਖਰੀ ਤਰੀਕ 15 ਨਵੰਬਰ ਤੋਂ ਵਧਾ ਕੇ ਘੱਟੋ ਘੱਟ ਇੱਕ ਮਹੀਨਾ ਹੋਰ ਕੀਤੀ ਜਾਵੇ ਤਾਂ ਜੋ ਹਰ ਯੋਗ ਸਿੱਖ ਆਪਣੀ ਵੋਟ ਬਣਾ ਸਕੇ। ਉਨ੍ਹਾਂ ਨੇ ਸੰਗਤ ਨੂੰ ਵੀ ਅਪੀਲ ਕੀਤੀ ਕਿ ਉਹ ਵੱਧ ਤੋਂ ਵੱਧ ਵੋਟਾਂ ਬਣਵਾਉਣ। bbox=[767, 571, 997, 740]
registration-mark bbox=[1004, 2396, 1015, 2407]
article-sgpc-votes-time bbox=[767, 519, 1131, 1102]
photo-book-release bbox=[1147, 1357, 1505, 1531]
article-body: ਤਲਵੰਡੀ ਸਾਬੋ, 26 ਅਕਤੂਬਰ (ਰਾਮ ਰੇਸ਼ਮ) : ਨੈਸ਼ਨਲ ਗੱਤਕਾ ਐਸੋਸੀਏਸ਼ਨ ਆਫ ਇੰਡੀਆ ਵੱਲੋਂ 11ਵੀਂ ਨੈਸ਼ਨਲ ਗੱਤਕਾ ਚੈਂਪੀਅਨਸ਼ਿਪ ਤਾਲਕਟੋਰਾ ਸਟੇਡੀਅਮ ਨਵੀਂ ਦਿੱਲੀ ਵਿਖੇ ਕਰਵਾਈ ਗਈ, ਜਿਸ ਵਿਚ ਮਾਤਾ ਸਾਹਿਬ ਕੌਰ ਗਰਲਜ਼ ਕਾਲਜ ਦੀਆਂ ਖਿਡਾਰਨਾਂ ਨੇ ਵਧੀਆ ਪ੍ਰਦਰਸ਼ਨ ਕਰਦੇ ਹੋਏ ਅੰਡਰ17 ਸਿੰਗਲ ਸੋਟੀ ਟੀਮ ਅਤੇ ਫਰੀ ਸੋਟੀ ਟੀਮ ਨੇ ਤੀਜਾ ਸਥਾਨ ਹਾਸਲ ਕੀਤਾ। ਅੰਡਰ 19 ਸਿੰਗਲ ਸੋਟੀ ਟੀਮ ਨੇ ਦੂਜਾ ਸਥਾਨ ਹਾਸਲ ਕੀਤਾ। ਅੰਡਰ 25 ਫਰੀ ਸੋਟੀ ਟੀਮ ਅਤੇ ਸਿੰਗਲ ਸੋਟੀ ਟੀਮ ਨੇ ਤੀਜਾ ਸਥਾਨ ਹਾਸਲ ਕੀਤਾ। ਜਿਸ ਤਹਿਤ ਅੰਡਰ 25 ਫਰੀ ਸੋਟੀ ਵਿੱਚ ਲਵਪ੍ਰੀਤ ਕੌਰ ਅਤੇ ਸਿੰਗਲ ਸੋਟੀ ਵਿੱਚ ਬਿਸ਼ਨਜੀਤ ਕੌਰ, ਗੁਰਪ੍ਰੀਤ ਕੌਰ ਨੇ ਜੇਤੂ ਰਹਿ ਕੇ ਤੀਜਾ ਸਥਾਨ ਹਾਸਲ ਕੀਤਾ। ਕਾਲਜ ਪ੍ਰਿੰਸੀਪਲ ਡਾ. ਪ੍ਰਭਜੀਤ ਕੌਰ ਨੇ ਜੇਤੂ ਖਿਡਾਰਨਾਂ ਦੀ ਹੌਸਲਾ ਅਫਜ਼ਾਈ ਕੀਤੀ ਅਤੇ ਵਧਾਈ ਦਿੱਤੀ। ਇਸ ਮੌਕੇ ਕੋਚ ਪ੍ਰਦੀਪ ਸਿੰਘ ਨੇ ਖਿਡਾਰਨਾਂ ਦੀ ਮਿਹਨਤ ਦੀ ਸ਼ਲਾਘਾ ਕੀਤੀ। ਮੈਨੇਜਮੈਂਟ ਕਮੇਟੀ ਨੇ ਵੀ ਜੇਤੂਆਂ ਦਾ ਸਨਮਾਨ ਕੀਤਾ ਅਤੇ ਸ਼ੁਭਕਾਮਨਾਵਾਂ ਦਿੱਤੀਆਂ। ਸ. ਰਜਿੰਦਰ ਸਿੰਘ ਸ਼ੁਭਕਾਮਨਾ ਸਾਹਿਤ ਸਕੱਤਰ ਅਤੇ ਮੈਂਬਰ ਸਾਹਿਬਾਨ ਨੇ ਵੀ ਹਾਜ਼ਰੀ ਭਰੀ। bbox=[3, 293, 370, 463]
registration-mark bbox=[1492, 2396, 1503, 2407]
article-sgpc-vote-appeal bbox=[3, 1877, 370, 2390]
article-farmers-meeting bbox=[3, 1357, 370, 1870]
headline: ਨੈਸ਼ਨਲ ਗੱਤਕਾ ਚੈਂਪੀਅਨਸ਼ਿਪ ਦਿੱਲੀ ਵਿੱਚ ਮਾਤਾ ਸਾਹਿਬ ਕੌਰ ਗਰਲਜ਼ ਕਾਲਜ ਦੀ ਗੱਤਕਾ ਟੀਮ ਨੇ ਮਾਰੀਆਂ ਮੱਲਾਂ bbox=[16, 71, 358, 114]
photo-felicitation bbox=[386, 590, 753, 724]
article-body: ਜੀਰਾ, 26 ਅਕਤੂਬਰ (ਜਸਵਿੰਦਰ ਸਿੰਘ ਸਿੱਧੂ): ਸ਼੍ਰੀ ਗੁਰੂ ਰਾਮਦਾਸ ਜੀ ਦੇ ਪ੍ਰਕਾਸ਼ ਪੁਰਬ ਨੂੰ ਸਮਰਪਿਤ ਖੂਨਦਾਨ ਕੈਂਪ ਲਗਾਇਆ ਗਿਆ ਜਿਸ ਵਿੱਚ ਨੌਜਵਾਨਾਂ ਨੇ ਵੱਧ ਚੜ੍ਹ ਕੇ ਹਿੱਸਾ ਲਿਆ ਅਤੇ 50 ਤੋਂ ਵੱਧ ਯੂਨਿਟ ਖੂਨਦਾਨ ਕੀਤਾ। ਇਸ ਮੌਕੇ ਪ੍ਰਬੰਧਕਾਂ ਨੇ ਕਿਹਾ ਕਿ ਖੂਨਦਾਨ ਮਹਾਂਦਾਨ ਹੈ ਅਤੇ ਇਸ ਨਾਲ ਕਈ ਕੀਮਤੀ ਜਾਨਾਂ ਬਚਾਈਆਂ ਜਾ ਸਕਦੀਆਂ ਹਨ। ਖੂਨਦਾਨੀਆਂ ਨੂੰ ਸਰਟੀਫਿਕੇਟ ਅਤੇ ਰਿਫਰੈਸ਼ਮੈਂਟ ਦਿੱਤੀ ਗਈ। bbox=[1147, 613, 1508, 688]
lead-body-cont: ਮੰਡੀ ਵਾਲਾ, 26 ਅਕਤੂਬਰ (ਬਾਬਾ ਹਰਜ਼ਾ ਸਿੰਘ): ਸਾਰੇ ਭੇਦ ਤੇ ਗੁਰਦੁਆਰਾ ਸਾਹਿਬ ਸਾਹਮਣੀ ਦੇ ਵਿੱਚ ਪੰਥ ਦਰਦੀ ਜਥੇਬੰਦੀਆਂ ਦੀ ਇੱਕ ਅਹਿਮ ਮੀਟਿੰਗ ਹੋਈ। ਜਿਸ ਵਿੱਚ ਆਉਣ ਵਾਲੀਆਂ ਸ਼੍ਰੋਮਣੀ ਗੁਰਦੁਆਰਾ ਪ੍ਰਬੰਧਕ ਕਮੇਟੀ ਦੀਆਂ ਚੋਣਾਂ ਬਾਰੇ ਵਿਚਾਰ ਚਰਚਾ ਕੀਤੀ ਗਈ। ਇਸ ਮੌਕੇ ਵੱਖ ਵੱਖ ਜਥੇਬੰਦੀਆਂ ਦੇ ਆਗੂਆਂ ਨੇ ਕਿਹਾ ਕਿ ਸ਼੍ਰੋਮਣੀ ਕਮੇਟੀ ਦੀ ਚੋਣ ਸਾਰੀਆਂ ਪੰਥ ਦਰਦੀ ਜਥੇਬੰਦੀਆਂ ਰਲ ਕੇ ਲੜਨਗੀਆਂ ਤਾਂ ਜੋ ਗੁਰੂ ਘਰਾਂ ਦਾ ਪ੍ਰਬੰਧ ਸੁਚੱਜੇ ਢੰਗ ਨਾਲ ਚਲਾਇਆ ਜਾ ਸਕੇ। ਉਨ੍ਹਾਂ ਕਿਹਾ ਕਿ ਸੰਗਤ ਨੂੰ ਵੋਟਾਂ ਬਣਾਉਣ ਲਈ ਪ੍ਰੇਰਿਤ ਕੀਤਾ ਜਾਵੇਗਾ ਅਤੇ ਪਿੰਡ ਪਿੰਡ ਜਾ ਕੇ ਮੁਹਿੰਮ ਚਲਾਈ ਜਾਵੇਗੀ। ਆਗੂਆਂ ਨੇ ਕਿਹਾ ਕਿ ਗੁਰੂ ਘਰਾਂ ਦੀ ਮਰਯਾਦਾ ਨੂੰ ਕਾਇਮ ਰੱਖਣਾ ਸਾਡਾ ਮੁੱਢਲਾ ਫਰਜ਼ ਹੈ ਅਤੇ ਇਸ ਲਈ ਹਰ ਸਿੱਖ ਨੂੰ ਅੱਗੇ ਆਉਣਾ ਚਾਹੀਦਾ ਹੈ। ਮੀਟਿੰਗ ਵਿੱਚ ਫੈਸਲਾ ਲਿਆ ਗਿਆ ਕਿ ਜਲਦੀ ਹੀ ਇੱਕ ਵੱਡਾ ਇਕੱਠ ਕੀਤਾ ਜਾਵੇਗਾ ਜਿਸ ਵਿੱਚ ਅਗਲੀ ਰਣਨੀਤੀ ਦਾ ਐਲਾਨ ਕੀਤਾ ਜਾਵੇਗਾ। ਇਸ ਮੌਕੇ ਵੱਡੀ ਗਿਣਤੀ ਵਿੱਚ ਸੰਗਤ ਅਤੇ ਜਥੇਬੰਦੀਆਂ ਦੇ ਆਗੂ ਹਾਜ਼ਰ ਸਨ। bbox=[654, 375, 1124, 497]
article-blood-camp bbox=[1147, 426, 1508, 859]
article-body-cont: ਅਮਰਗੜ੍ਹ, 26 ਅਕਤੂਬਰ (ਗੁਰਪ੍ਰੀਤ ਸਿੰਘ ਚੱਠਾ): ਹੀਰਾ ਇੰਟਰਨੈਸ਼ਨਲ ਗਰੁੱਪ ਵੱਲੋਂ ਹਰ ਸਾਲ ਦੀ ਤਰ੍ਹਾਂ ਇਸ ਸਾਲ ਵੀ 22ਵਾਂ ਦੁਸਹਿਰਾ ਮੇਲਾ ਬੜੀ ਧੂਮਧਾਮ ਨਾਲ ਕਰਵਾਇਆ ਗਿਆ। ਇਸ ਮੇਲੇ ਵਿੱਚ ਪੰਜਾਬੀ ਗਾਇਕਾਂ ਨੇ ਆਪਣੇ ਗੀਤਾਂ ਨਾਲ ਦਰਸ਼ਕਾਂ ਦਾ ਮਨੋਰੰਜਨ ਕੀਤਾ ਅਤੇ ਸਮਾਂ ਬੰਨ੍ਹ ਦਿੱਤਾ। ਮੇਲੇ ਵਿੱਚ ਹਜ਼ਾਰਾਂ ਦੀ ਗਿਣਤੀ ਵਿੱਚ ਲੋਕਾਂ ਨੇ ਸ਼ਿਰਕਤ ਕੀਤੀ। ਇਸ ਮੌਕੇ ਰਾਵਣ, ਮੇਘਨਾਥ ਅਤੇ ਕੁੰਭਕਰਨ ਦੇ ਪੁਤਲੇ ਸਾੜੇ ਗਏ ਅਤੇ ਬਦੀ ਉੱਤੇ ਨੇਕੀ ਦੀ ਜਿੱਤ ਦਾ ਸੰਦੇਸ਼ ਦਿੱਤਾ ਗਿਆ। ਮੁੱਖ ਮਹਿਮਾਨਾਂ ਨੇ ਪ੍ਰਬੰਧਕਾਂ ਦੀ ਸ਼ਲਾਘਾ ਕੀਤੀ ਅਤੇ ਕਿਹਾ ਕਿ ਅਜਿਹੇ ਮੇਲੇ ਸਾਡੀ ਸੱਭਿਆਚਾਰਕ ਵਿਰਾਸਤ ਨੂੰ ਸੰਭਾਲਣ ਵਿੱਚ ਅਹਿਮ ਭੂਮਿਕਾ ਨਿਭਾਉਂਦੇ ਹਨ। ਅਖੀਰ ਵਿੱਚ ਪ੍ਰਬੰਧਕਾਂ ਵੱਲੋਂ ਆਏ ਹੋਏ ਮਹਿਮਾਨਾਂ ਅਤੇ ਕਲਾਕਾਰਾਂ ਦਾ ਸਨਮਾਨ ਕੀਤਾ ਗਿਆ। bbox=[638, 2207, 1124, 2298]
article-body: ਮੋਗਾ, 26 ਅਕਤੂਬਰ (ਸਟਾਫ ਰਿਪੋਰਟਰ): ਸਮਾਜਸੇਵੀ ਵੀਰ ਗੁਰਜੇਜ ਸਿੰਘ ਧਾਲੀਵਾਲ ਵੱਲੋਂ ਦੋ ਲੋੜਵੰਦ ਪਰਿਵਾਰਾਂ ਦੀਆਂ ਬੱਚੀਆਂ ਦੇ ਅਨੰਦ ਕਾਰਜ ਗੁਰਦੁਆਰਾ ਸਾਹਿਬ ਵਿਖੇ ਪੂਰੀ ਮਰਯਾਦਾ ਨਾਲ ਕਰਵਾਏ ਗਏ। ਇਸ ਮੌਕੇ ਉਨ੍ਹਾਂ ਵੱਲੋਂ ਲੜਕੀਆਂ ਨੂੰ ਘਰੇਲੂ ਵਰਤੋਂ ਦਾ ਸਮਾਨ ਅਤੇ ਸ਼ਗਨ ਵੀ ਦਿੱਤਾ ਗਿਆ। ਉਨ੍ਹਾਂ ਕਿਹਾ ਕਿ ਲੋੜਵੰਦਾਂ ਦੀ ਸੇਵਾ ਕਰਨਾ ਹੀ ਸਭ ਤੋਂ ਵੱਡਾ ਧਰਮ ਹੈ ਅਤੇ ਉਹ ਭਵਿੱਖ ਵਿੱਚ ਵੀ ਅਜਿਹੇ ਕਾਰਜ ਕਰਦੇ ਰਹਿਣਗੇ। ਇਸ ਮੌਕੇ ਇਲਾਕੇ ਦੀਆਂ ਸਤਿਕਾਰਯੋਗ ਸ਼ਖ਼ਸੀਅਤਾਂ, ਰਿਸ਼ਤੇਦਾਰ ਅਤੇ ਸੰਗਤ ਵੱਡੀ ਗਿਣਤੀ ਵਿੱਚ ਹਾਜ਼ਰ ਸੀ ਜਿਨ੍ਹਾਂ ਨੇ ਨਵ-ਵਿਆਹੀਆਂ ਜੋੜੀਆਂ ਨੂੰ ਆਸ਼ੀਰਵਾਦ ਦਿੱਤਾ। bbox=[824, 1663, 1124, 1785]
registration-mark bbox=[975, 2396, 986, 2407]
headline: ਜ਼ੋਨਲ ਅਤੇ ਜ਼ਿਲ੍ਹਾ ਪੱਧਰ ਦੇ ਅਥਲੈਟਿਕਸ ਵਿੱਚ ਨਕਵਾਣਾ ਸਾਹਿਬ ਸਕੂਲ ਦੇ ਵਿਦਿਆਰਥੀਆਂ ਨੇ ਹਾਸਲ ਕੀਤੀਆਂ 16 ਪੁਜੀਸ਼ਨਾਂ bbox=[8, 864, 366, 931]
photo-jathedar bbox=[3, 1929, 367, 2087]
photo-jathedar-bawa bbox=[1004, 569, 1130, 719]
column-rule bbox=[377, 69, 378, 2393]
lead-article bbox=[394, 74, 1124, 506]
